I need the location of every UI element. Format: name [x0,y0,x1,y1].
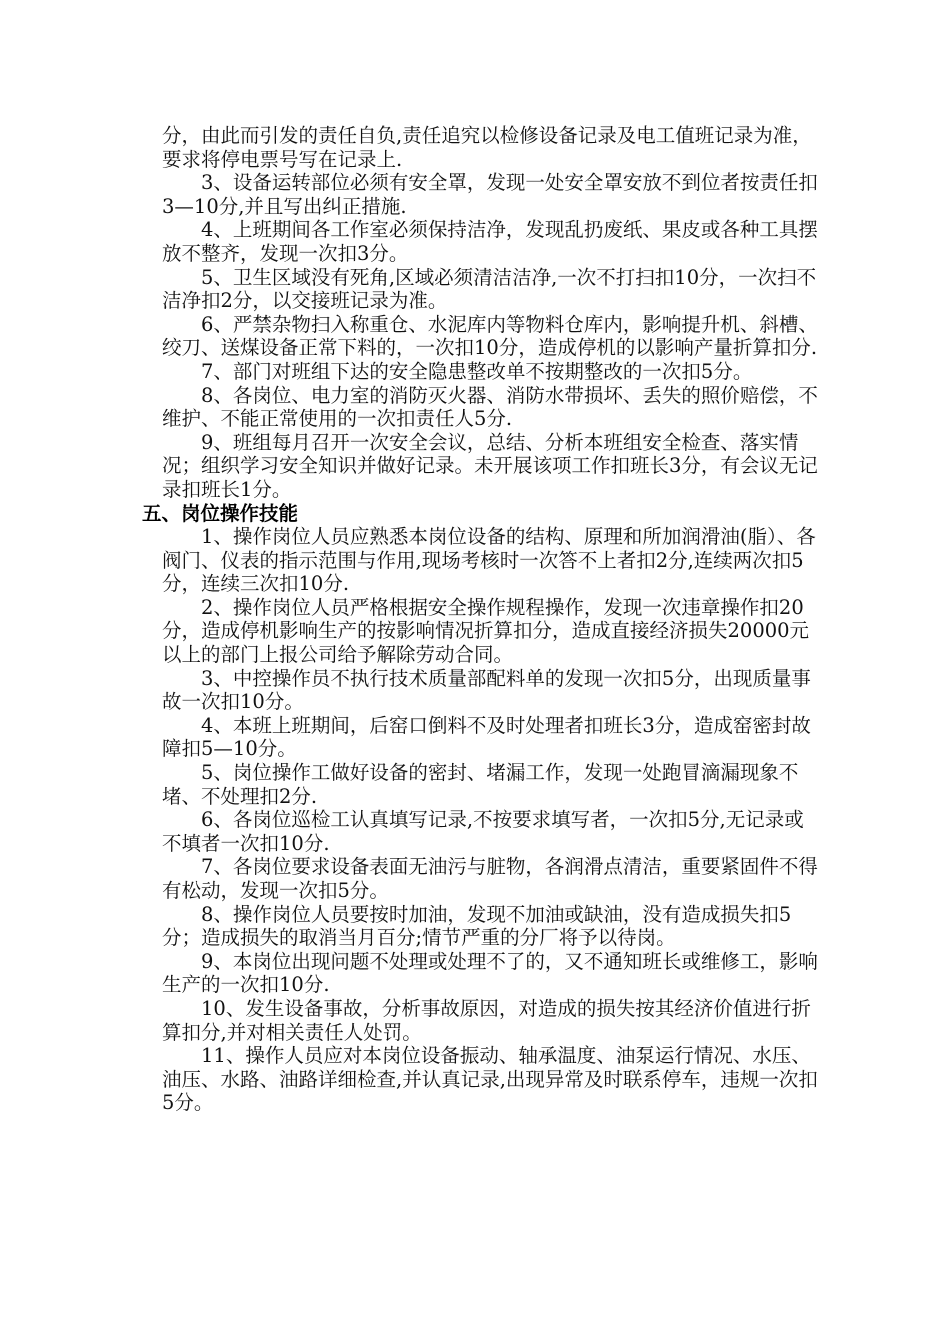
rule-item-6: 6、严禁杂物扫入称重仓、水泥库内等物料仓库内，影响提升机、斜槽、绞刀、送煤设备正常下料的，一次扣10分，造成停机的以影响产量折算扣分. [162,312,818,360]
skill-item-2: 2、操作岗位人员严格根据安全操作规程操作，发现一次违章操作扣20分，造成停机影响生产的按影响情况折算扣分，造成直接经济损失20000元以上的部门上报公司给予解除劳动合同。 [162,595,810,667]
skill-item-4: 4、本班上班期间，后窑口倒料不及时处理者扣班长3分，造成窑密封故障扣5—10分。 [162,713,811,761]
skill-item-11: 11、操作人员应对本岗位设备振动、轴承温度、油泵运行情况、水压、油压、水路、油路详细检查,并认真记录,出现异常及时联系停车，违规一次扣5分。 [162,1044,818,1115]
rule-item-3: 3、设备运转部位必须有安全罩，发现一处安全罩安放不到位者按责任扣3—10分,并且写出纠正措施. [162,171,818,218]
rule-item-7: 7、部门对班组下达的安全隐患整改单不按期整改的一次扣5分。 [201,359,753,383]
rule-item-8: 8、各岗位、电力室的消防灭火器、消防水带损坏、丢失的照价赔偿，不维护、不能正常使用的一次扣责任人5分. [162,383,818,431]
rule-item-4: 4、上班期间各工作室必须保持洁净，发现乱扔废纸、果皮或各种工具摆放不整齐，发现一次扣3分。 [162,218,818,265]
section-heading-post-operation-skills: 五、岗位操作技能 [142,501,299,525]
rule-item-5: 5、卫生区域没有死角,区域必须清洁洁净,一次不打扫扣10分，一次扫不洁净扣2分，以交接班记录为准。 [162,265,817,313]
skill-item-10: 10、发生设备事故，分析事故原因，对造成的损失按其经济价值进行折算扣分,并对相关责任人处罚。 [162,996,811,1044]
skill-item-3: 3、中控操作员不执行技术质量部配料单的发现一次扣5分，出现质量事故一次扣10分。 [162,666,811,714]
skill-item-1: 1、操作岗位人员应熟悉本岗位设备的结构、原理和所加润滑油(脂）、各阀门、仪表的指示范围与作用,现场考核时一次答不上者扣2分,连续两次扣5分，连续三次扣10分. [162,525,816,596]
skill-item-7: 7、各岗位要求设备表面无油污与脏物，各润滑点清洁，重要紧固件不得有松动，发现一次扣5分。 [162,855,818,902]
intro-paragraph: 分，由此而引发的责任自负,责任追究以检修设备记录及电工值班记录为准，要求将停电票号写在记录上. [162,124,812,171]
skill-item-6: 6、各岗位巡检工认真填写记录,不按要求填写者，一次扣5分,无记录或不填者一次扣10分. [162,808,804,855]
document-body [142,124,818,1115]
skill-item-5: 5、岗位操作工做好设备的密封、堵漏工作，发现一处跑冒滴漏现象不堵、不处理扣2分. [162,761,799,808]
skill-item-9: 9、本岗位出现问题不处理或处理不了的，又不通知班长或维修工，影响生产的一次扣10分. [162,949,818,997]
rule-item-9: 9、班组每月召开一次安全会议，总结、分析本班组安全检查、落实情况；组织学习安全知识并做好记录。未开展该项工作扣班长3分，有会议无记录扣班长1分。 [162,430,818,501]
skill-item-8: 8、操作岗位人员要按时加油，发现不加油或缺油，没有造成损失扣5分；造成损失的取消当月百分;情节严重的分厂将予以待岗。 [162,902,792,950]
